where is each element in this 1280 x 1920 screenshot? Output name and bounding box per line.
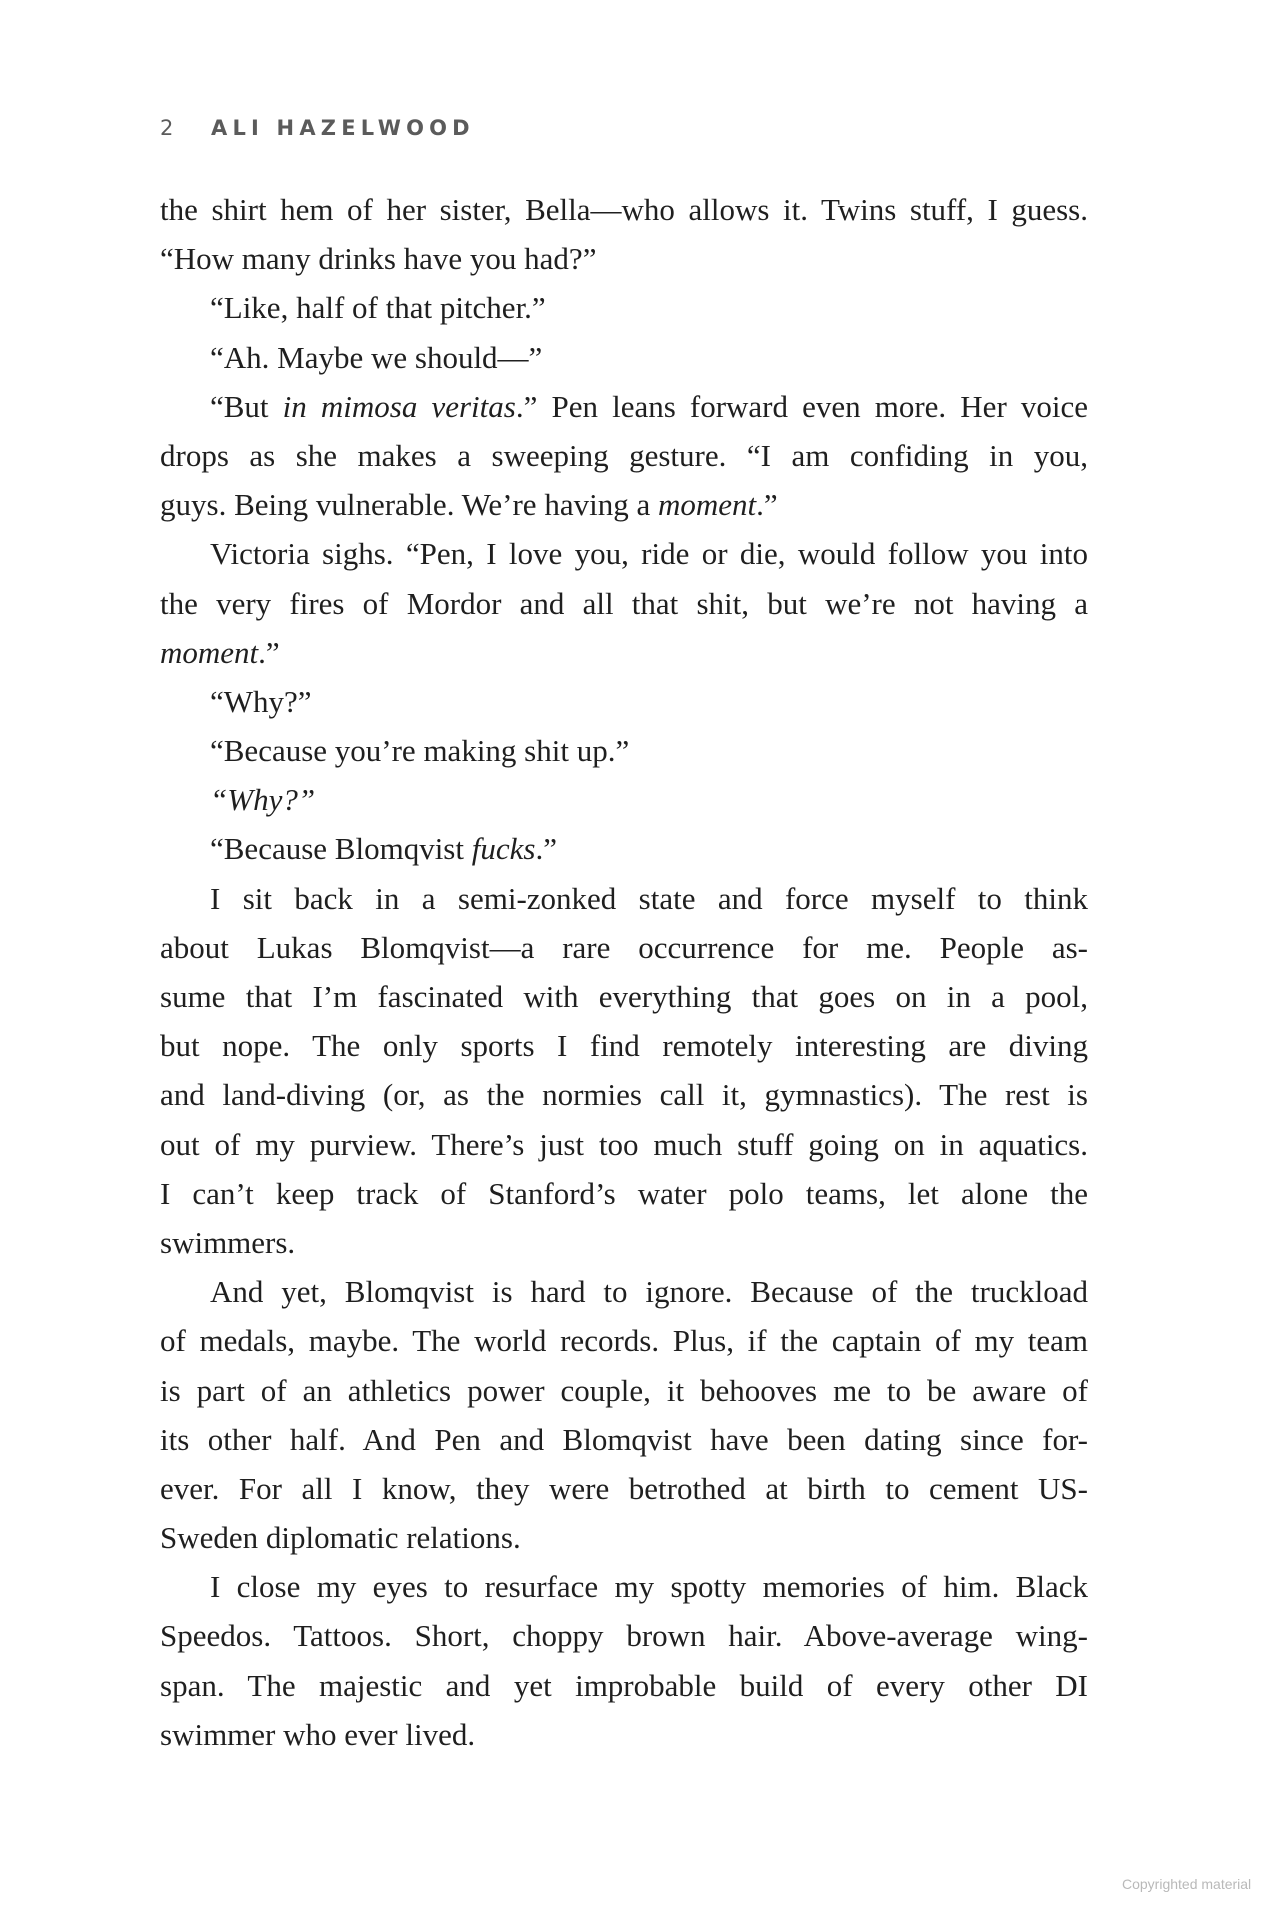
text-line [160, 972, 1088, 1021]
text-line [160, 333, 1088, 382]
text-line [160, 677, 1088, 726]
italic-text: in mimosa veritas [282, 388, 516, 424]
text-line [160, 1710, 1088, 1759]
text-run: and land-diving (or, as the normies call it, gymnastics). The rest is [160, 1077, 1088, 1113]
text-run: swimmers. [160, 1224, 296, 1260]
text-line [160, 1513, 1088, 1562]
text-line [160, 1415, 1088, 1464]
text-run: “But [210, 388, 283, 424]
text-line [160, 1562, 1088, 1611]
text-line [160, 382, 1088, 431]
body-text [160, 185, 1088, 1759]
text-line [160, 1464, 1088, 1513]
text-line [160, 1218, 1088, 1267]
text-run: Sweden diplomatic relations. [160, 1520, 521, 1556]
text-line [160, 480, 1088, 529]
text-run: .” [258, 634, 280, 670]
text-run: And yet, Blomqvist is hard to ignore. Because of the truckload [210, 1274, 1088, 1310]
text-run: is part of an athletics power couple, it behooves me to be aware of [160, 1372, 1088, 1408]
text-line [160, 1611, 1088, 1660]
text-run: “Ah. Maybe we should—” [210, 339, 543, 375]
text-run: “Because Blomqvist [210, 831, 472, 867]
text-run: .” Pen leans forward even more. Her voice [515, 388, 1088, 424]
text-line [160, 1021, 1088, 1070]
text-run: I close my eyes to resurface my spotty memories of him. Black [210, 1569, 1088, 1605]
text-run: “Like, half of that pitcher.” [210, 290, 546, 326]
text-line [160, 1316, 1088, 1365]
text-line [160, 579, 1088, 628]
text-line [160, 1070, 1088, 1119]
text-line [160, 726, 1088, 775]
text-line [160, 1169, 1088, 1218]
text-line [160, 1661, 1088, 1710]
text-run: out of my purview. There’s just too much stuff going on in aquatics. [160, 1126, 1088, 1162]
text-line [160, 874, 1088, 923]
text-run: “How many drinks have you had?” [160, 241, 597, 277]
text-run: the very fires of Mordor and all that shit, but we’re not having a [160, 585, 1088, 621]
text-run: the shirt hem of her sister, Bella—who allows it. Twins stuff, I guess. [160, 192, 1088, 227]
text-line [160, 923, 1088, 972]
page-number: 2 [160, 116, 174, 140]
text-run: I can’t keep track of Stanford’s water polo teams, let alone the [160, 1175, 1088, 1211]
text-run: .” [756, 487, 778, 523]
text-line [160, 824, 1088, 873]
italic-text: moment [160, 634, 259, 670]
text-run: “Because you’re making shit up.” [210, 733, 630, 769]
text-line [160, 431, 1088, 480]
text-run: swimmer who ever lived. [160, 1716, 476, 1752]
text-run: .” [535, 831, 557, 867]
text-run: guys. Being vulnerable. We’re having a [160, 487, 658, 523]
text-run: ever. For all I know, they were betrothed at birth to cement US- [160, 1470, 1088, 1506]
text-line [160, 1120, 1088, 1169]
text-run: of medals, maybe. The world records. Plus, if the captain of my team [160, 1323, 1088, 1359]
text-run: Speedos. Tattoos. Short, choppy brown hair. Above-average wing- [160, 1618, 1088, 1654]
text-line [160, 1267, 1088, 1316]
text-run: its other half. And Pen and Blomqvist have been dating since for- [160, 1421, 1088, 1457]
text-run: sume that I’m fascinated with everything that goes on in a pool, [160, 979, 1088, 1014]
text-run: about Lukas Blomqvist—a rare occurrence for me. People as- [160, 929, 1088, 965]
text-line [160, 529, 1088, 578]
text-run: Victoria sighs. “Pen, I love you, ride or die, would follow you into [210, 536, 1088, 572]
text-run: “Why?” [210, 683, 312, 719]
text-run: I sit back in a semi-zonked state and force myself to think [210, 880, 1088, 916]
copyright-watermark: Copyrighted material [1122, 1876, 1252, 1892]
text-line [160, 775, 1088, 824]
text-line [160, 283, 1088, 332]
italic-text: fucks [471, 831, 536, 867]
italic-text: moment [657, 487, 757, 523]
text-run: span. The majestic and yet improbable build of every other DI [160, 1667, 1088, 1703]
text-run: drops as she makes a sweeping gesture. “I am confiding in you, [160, 437, 1088, 473]
italic-text: “Why?” [210, 782, 316, 818]
author-name: ALI HAZELWOOD [211, 116, 475, 140]
text-line [160, 1366, 1088, 1415]
text-run: but nope. The only sports I find remotely interesting are diving [160, 1028, 1088, 1064]
text-line [160, 234, 1088, 283]
text-line [160, 628, 1088, 677]
text-line [160, 185, 1088, 234]
